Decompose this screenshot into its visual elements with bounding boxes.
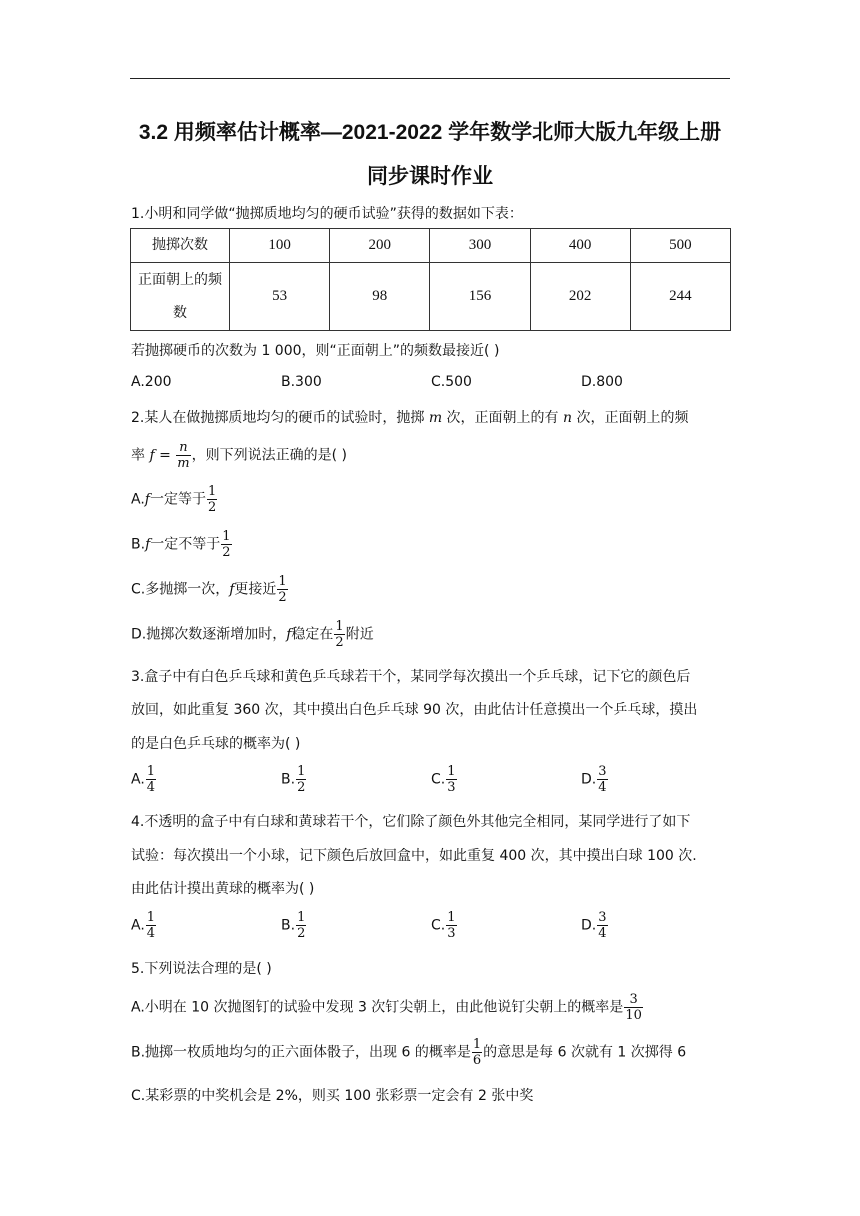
q4-option-a: [131, 910, 157, 941]
fraction-denominator: 2: [207, 500, 217, 515]
q2-fraction-n-over-m: [176, 440, 190, 471]
table-header-text: 数: [173, 304, 187, 321]
option-label: C.: [431, 771, 446, 788]
table-cell: 500: [630, 229, 730, 263]
frequency-table: [130, 228, 731, 331]
q2-var-m: m: [428, 410, 443, 426]
option-text: 更接近: [234, 581, 277, 598]
q2-text: 2.某人在做抛掷质地均匀的硬币的试验时，抛掷: [131, 410, 429, 426]
fraction-denominator: 3: [447, 780, 456, 795]
q2-option-d: [131, 619, 374, 650]
fraction-numerator: 3: [598, 764, 607, 779]
q4-option-d: [581, 910, 609, 941]
q4-option-b: [281, 910, 307, 941]
q5-stem: 5.下列说法合理的是( ): [131, 961, 272, 977]
fraction-one-half: [207, 484, 217, 515]
q5-option-a: [131, 992, 644, 1023]
option-label: B.: [281, 917, 296, 934]
q2-var-n: n: [563, 410, 573, 426]
table-header-cell: 抛掷次数: [131, 229, 230, 263]
fraction-numerator: 1: [207, 484, 217, 499]
page-title: 3.2 用频率估计概率—2021-2022 学年数学北师大版九年级上册: [138, 121, 722, 144]
fraction-denominator: 2: [278, 590, 287, 605]
q4-stem-line1: 4.不透明的盒子中有白球和黄球若干个，它们除了颜色外其他完全相同，某同学进行了如下: [131, 814, 691, 830]
page-title-line2: 同步课时作业: [367, 165, 493, 188]
fraction-denominator: 4: [598, 926, 607, 941]
table-row: [131, 263, 731, 331]
fraction-denominator: 4: [146, 926, 156, 941]
q3-option-a: [131, 764, 157, 795]
option-fraction: [146, 910, 156, 941]
q2-var-f: f: [144, 491, 150, 508]
fraction-denominator: 2: [297, 926, 306, 941]
option-label: A.: [131, 771, 145, 788]
option-fraction: [446, 764, 456, 795]
table-cell: 300: [430, 229, 530, 263]
option-text: 一定不等于: [150, 536, 221, 553]
option-label: B.: [281, 771, 296, 788]
table-row: [131, 229, 731, 263]
fraction-denominator: m: [177, 456, 190, 471]
table-cell: 244: [630, 263, 730, 331]
table-cell: 53: [230, 263, 330, 331]
q2-text: 次，正面朝上的频: [572, 410, 689, 426]
option-text: 的意思是每 6 次就有 1 次掷得 6: [483, 1044, 687, 1061]
fraction-numerator: 1: [297, 764, 306, 779]
q2-stem-line2: [131, 440, 347, 471]
option-label: B.: [131, 536, 146, 553]
option-label: C.: [431, 917, 446, 934]
q3-option-c: [431, 764, 458, 795]
fraction-one-half: [221, 529, 231, 560]
q4-stem-line2: 试验：每次摸出一个小球，记下颜色后放回盒中，如此重复 400 次，其中摸出白球 100 次.: [131, 848, 697, 864]
q1-option-b: B.300: [281, 374, 322, 390]
option-fraction: [296, 764, 306, 795]
q4-option-c: [431, 910, 458, 941]
fraction-numerator: 1: [447, 764, 456, 779]
q3-stem-line2: 放回，如此重复 360 次，其中摸出白色乒乓球 90 次，由此估计任意摸出一个乒乓球，摸出: [131, 702, 698, 718]
option-text: 稳定在: [291, 626, 334, 643]
fraction-denominator: 6: [472, 1053, 482, 1068]
option-fraction: [624, 992, 643, 1023]
q2-equals: =: [154, 447, 176, 464]
fraction-numerator: 1: [146, 764, 156, 779]
q1-option-d: D.800: [581, 374, 623, 390]
option-fraction: [597, 764, 607, 795]
table-cell: 200: [330, 229, 430, 263]
table-cell: 100: [230, 229, 330, 263]
option-text: 一定等于: [149, 491, 206, 508]
q2-text: ，则下列说法正确的是( ): [191, 447, 347, 464]
option-text: A.小明在 10 次抛图钉的试验中发现 3 次钉尖朝上，由此他说钉尖朝上的概率是: [131, 999, 624, 1016]
option-fraction: [446, 910, 456, 941]
fraction-numerator: 1: [472, 1037, 482, 1052]
q2-text: 率: [131, 447, 150, 464]
table-cell: 156: [430, 263, 530, 331]
q4-stem-line3: 由此估计摸出黄球的概率为( ): [131, 881, 315, 897]
q3-stem-line3: 的是白色乒乓球的概率为( ): [131, 736, 301, 752]
fraction-one-half: [277, 574, 287, 605]
header-rule: [130, 78, 730, 79]
q2-option-c: [131, 574, 289, 605]
fraction-numerator: 1: [278, 574, 287, 589]
table-cell: 202: [530, 263, 630, 331]
option-fraction: [472, 1037, 482, 1068]
fraction-numerator: 1: [447, 910, 456, 925]
fraction-numerator: 1: [335, 619, 344, 634]
q2-var-f: f: [286, 626, 292, 643]
option-label: D.抛掷次数逐渐增加时，: [131, 626, 287, 643]
q1-question: 若抛掷硬币的次数为 1 000，则“正面朝上”的频数最接近( ): [131, 343, 500, 359]
fraction-numerator: 3: [598, 910, 607, 925]
q2-stem-line1: [131, 407, 688, 427]
q1-option-a: A.200: [131, 374, 172, 390]
q2-var-f: f: [229, 581, 235, 598]
option-fraction: [296, 910, 306, 941]
q3-option-d: [581, 764, 609, 795]
table-header-text: 正面朝上的频: [138, 271, 222, 288]
q5-option-c: C.某彩票的中奖机会是 2%，则买 100 张彩票一定会有 2 张中奖: [131, 1088, 534, 1104]
option-label: C.多抛掷一次，: [131, 581, 230, 598]
q5-option-b: [131, 1037, 686, 1068]
q2-option-a: [131, 484, 218, 515]
option-text: B.抛掷一枚质地均匀的正六面体骰子，出现 6 的概率是: [131, 1044, 471, 1061]
option-label: A.: [131, 917, 145, 934]
table-cell: 400: [530, 229, 630, 263]
option-fraction: [146, 764, 156, 795]
fraction-numerator: 1: [297, 910, 306, 925]
fraction-denominator: 4: [598, 780, 607, 795]
fraction-denominator: 10: [625, 1008, 642, 1023]
fraction-numerator: n: [179, 440, 188, 455]
option-fraction: [597, 910, 607, 941]
q3-stem-line1: 3.盒子中有白色乒乓球和黄色乒乓球若干个，某同学每次摸出一个乒乓球，记下它的颜色后: [131, 669, 691, 685]
q2-var-f: f: [145, 536, 151, 553]
fraction-one-half: [334, 619, 344, 650]
fraction-numerator: 3: [629, 992, 638, 1007]
table-cell: 98: [330, 263, 430, 331]
fraction-denominator: 2: [335, 635, 344, 650]
q1-stem: 1.小明和同学做“抛掷质地均匀的硬币试验”获得的数据如下表：: [131, 206, 523, 222]
fraction-numerator: 1: [146, 910, 156, 925]
fraction-denominator: 2: [297, 780, 306, 795]
option-label: A.: [131, 491, 145, 508]
q1-option-c: C.500: [431, 374, 472, 390]
q2-var-f: f: [149, 447, 155, 464]
q2-option-b: [131, 529, 233, 560]
fraction-numerator: 1: [222, 529, 231, 544]
fraction-denominator: 4: [146, 780, 156, 795]
option-label: D.: [581, 771, 597, 788]
table-header-cell: [131, 263, 230, 331]
fraction-denominator: 2: [222, 545, 231, 560]
option-text: 附近: [345, 626, 374, 643]
fraction-denominator: 3: [447, 926, 456, 941]
option-label: D.: [581, 917, 597, 934]
q2-text: 次，正面朝上的有: [442, 410, 563, 426]
q3-option-b: [281, 764, 307, 795]
